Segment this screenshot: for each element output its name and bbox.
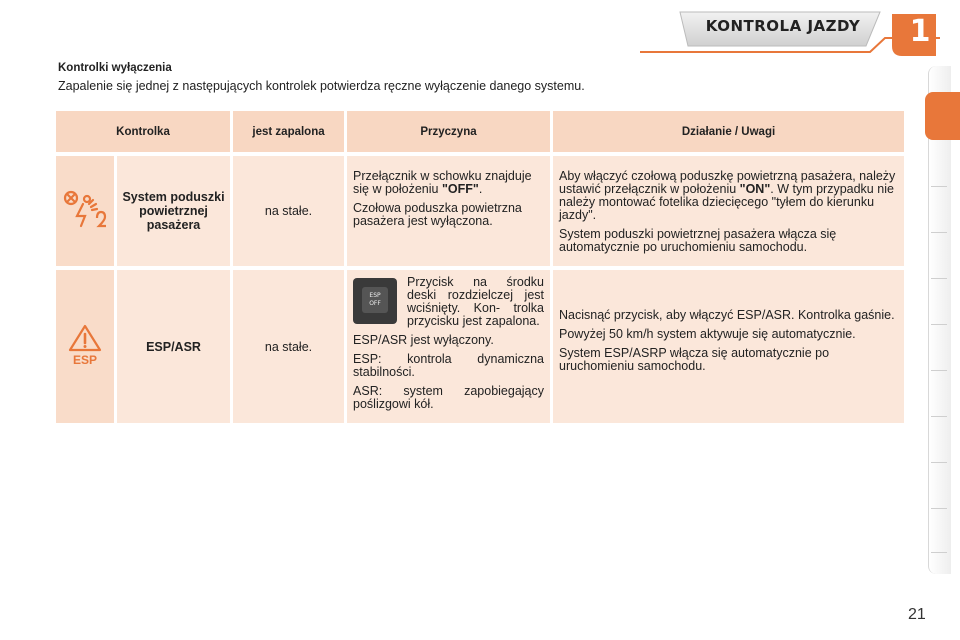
tab-divider — [931, 416, 947, 417]
table-header-row — [56, 111, 904, 152]
header-cause: Przyczyna — [347, 111, 550, 152]
esp-off-button-icon — [353, 278, 397, 324]
action-cell — [553, 270, 904, 423]
cause-text: ASR: system zapobiegający poślizgowi kół. — [353, 384, 545, 411]
tab-divider — [931, 552, 947, 553]
cause-text: ESP/ASR jest wyłączony. — [353, 333, 494, 347]
icon-cell — [56, 270, 114, 423]
page-number: 21 — [908, 606, 926, 623]
tab-divider — [931, 324, 947, 325]
cause-text: Przycisk na środku deski rozdzielczej jest wciśnięty. Kon- trolka przycisku jest zapalona. — [407, 275, 545, 328]
cause-text: ESP: kontrola dynamiczna stabilności. — [353, 352, 545, 379]
action-text: System poduszki powietrznej pasażera włącza się automatycznie po uruchomieniu samochodu. — [559, 227, 837, 254]
tab-divider — [931, 462, 947, 463]
cause-text-bold: "OFF" — [441, 182, 479, 196]
light-name-text: ESP/ASR — [146, 339, 201, 354]
light-name — [117, 156, 230, 266]
esp-button-label: ESP — [369, 292, 381, 299]
icon-cell — [56, 156, 114, 266]
chapter-number: 1 — [909, 14, 931, 49]
warning-lights-table — [53, 111, 907, 423]
light-name — [117, 270, 230, 423]
header-kontrolka: Kontrolka — [56, 111, 230, 152]
cause-text: Przełącznik w schowku znajduje się w położeniu — [353, 169, 532, 196]
action-text: Powyżej 50 km/h system aktywuje się automatycznie. — [559, 326, 856, 341]
light-name-text: System poduszki powietrznej pasażera — [122, 190, 225, 232]
cause-cell — [347, 156, 550, 266]
section-intro: Zapalenie się jednej z następujących kontrolek potwierdza ręczne wyłączenie danego systemu. — [58, 79, 585, 93]
table-row — [56, 270, 904, 423]
light-state: na stałe. — [233, 156, 344, 266]
tab-divider — [931, 370, 947, 371]
action-cell — [553, 156, 904, 266]
header-action: Działanie / Uwagi — [553, 111, 904, 152]
esp-warning-icon — [67, 324, 103, 366]
cause-text: Czołowa poduszka powietrzna pasażera jest wyłączona. — [353, 201, 522, 228]
passenger-airbag-off-icon — [63, 190, 107, 230]
action-text: Aby włączyć czołową poduszkę powietrzną pasażera, należy ustawić przełącznik w położeniu — [559, 169, 896, 196]
chapter-tab-strip[interactable] — [928, 66, 951, 574]
action-text: . W tym przypadku nie należy montować fotelika dziecięcego "tyłem do kierunku jazdy". — [559, 182, 894, 222]
tab-divider — [931, 508, 947, 509]
cause-text: . — [478, 182, 483, 196]
esp-button-label: OFF — [369, 300, 381, 307]
section-title: Kontrolki wyłączenia — [58, 62, 172, 74]
tab-divider — [931, 278, 947, 279]
esp-icon-label: ESP — [72, 353, 98, 366]
table-row — [56, 156, 904, 266]
cause-cell — [347, 270, 550, 423]
header-state: jest zapalona — [233, 111, 344, 152]
action-text: Nacisnąć przycisk, aby włączyć ESP/ASR. Kontrolka gaśnie. — [559, 307, 895, 322]
tab-divider — [931, 232, 947, 233]
action-text-bold: "ON" — [739, 182, 771, 196]
action-text: System ESP/ASRP włącza się automatycznie po uruchomieniu samochodu. — [559, 345, 830, 373]
chapter-tab-active[interactable] — [925, 92, 960, 140]
light-state: na stałe. — [233, 270, 344, 423]
chapter-title: KONTROLA JAZDY — [705, 17, 861, 35]
tab-divider — [931, 186, 947, 187]
